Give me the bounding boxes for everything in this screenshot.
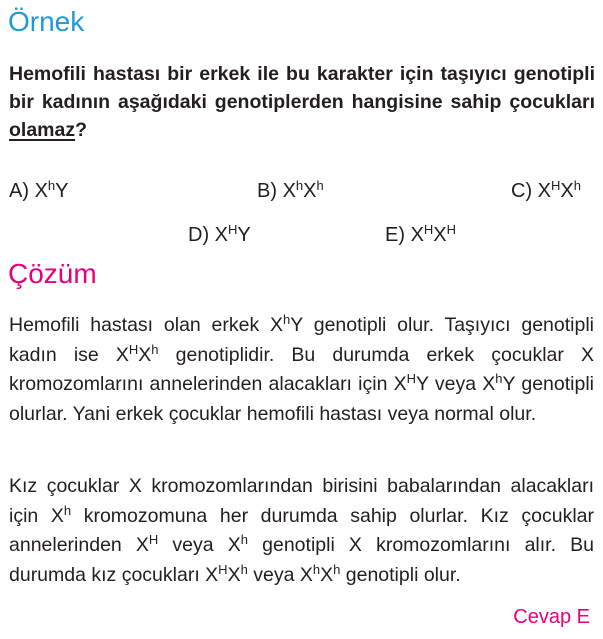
option-c-label: C)	[511, 180, 533, 202]
option-a-genotype: $X^hY$	[34, 178, 69, 202]
question-mark: ?	[75, 119, 88, 141]
answer-label: Cevap E	[513, 606, 590, 628]
option-c-genotype: $X^HX^h$	[537, 178, 581, 202]
solution-heading: Çözüm	[8, 258, 97, 289]
solution-paragraph-2: Kız çocuklar X kromozomlarından birisini babalarından alacakları için $X^h$ kromozomuna her durumda sahip olurlar. Kız çocuklar annelerinden $X^H$ veya $X^h$ genotipli X kromozomlarını alır. Bu durumda kız çocukları $X^HX^h$ veya $X^hX^h$ genotipli olur.	[9, 475, 594, 586]
option-a[interactable]	[9, 179, 68, 203]
example-heading: Örnek	[8, 6, 85, 37]
option-d[interactable]	[188, 223, 251, 247]
option-a-label: A)	[9, 180, 29, 202]
option-b-genotype: $X^hX^h$	[282, 178, 324, 202]
option-d-genotype: $X^HY$	[214, 222, 251, 246]
question-text-main: Hemofili hastası bir erkek ile bu karakter için taşıyıcı genotipli bir kadının aşağıdaki genotiplerden hangisine sahip çocukları	[9, 63, 595, 113]
question-text	[9, 60, 595, 144]
option-d-label: D)	[188, 224, 210, 246]
solution-paragraph-1: Hemofili hastası olan erkek $X^hY$ genotipli olur. Taşıyıcı genotipli kadın ise $X^HX^h$ genotiplidir. Bu durumda erkek çocuklar X kromozomlarını annelerinden alacakları için $X^HY$ veya $X^hY$ genotipli olurlar. Yani erkek çocuklar hemofili hastası veya normal olur.	[9, 312, 595, 425]
option-e-genotype: $X^HX^H$	[410, 222, 457, 246]
question-negation: olamaz	[9, 119, 76, 141]
option-c[interactable]	[511, 179, 581, 203]
option-b[interactable]	[257, 179, 324, 203]
option-e-label: E)	[385, 224, 405, 246]
option-b-label: B)	[257, 180, 277, 202]
option-e[interactable]	[385, 223, 456, 247]
